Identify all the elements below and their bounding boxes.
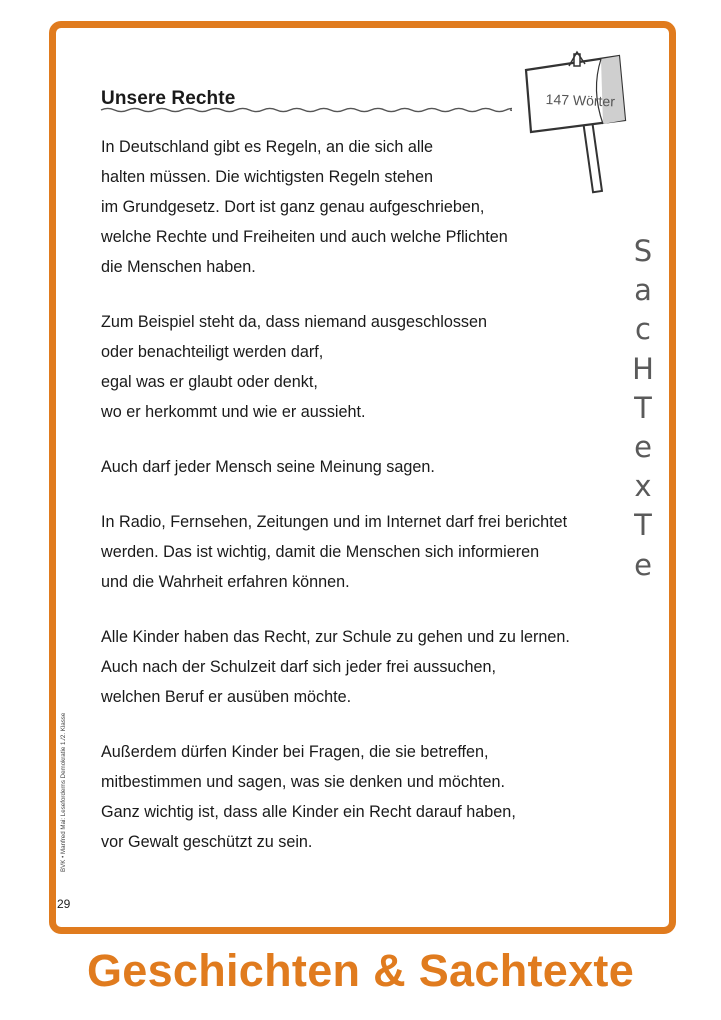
paragraph [101,737,621,857]
category-letter: T [634,390,652,425]
paragraph-line: die Menschen haben. [101,258,256,276]
paragraph-line: Zum Beispiel steht da, dass niemand ausgeschlossen [101,313,488,331]
word-count-label: 147 Wörter [545,91,616,110]
sign-page-curl [601,56,625,124]
category-letter: x [634,469,652,504]
category-vertical-word [628,232,658,585]
paragraph-line: werden. Das ist wichtig, damit die Menschen sich informieren [101,543,540,561]
category-letter: H [632,351,654,386]
wavy-underline-path [101,108,512,111]
paragraph-line: welchen Beruf er ausüben möchte. [101,688,352,706]
category-letter: T [634,508,652,543]
paragraph-line: egal was er glaubt oder denkt, [101,373,318,391]
paragraph-line: wo er herkommt und wie er aussieht. [101,403,366,421]
category-letter: S [633,234,653,268]
paragraph-line: Ganz wichtig ist, dass alle Kinder ein Recht darauf haben, [101,803,516,821]
worksheet-title: Unsere Rechte [101,88,236,109]
category-letter: a [634,273,652,308]
category-letter: e [634,430,652,465]
paragraph [101,622,621,712]
paragraph [101,452,621,482]
paragraph-line: vor Gewalt geschützt zu sein. [101,833,313,851]
article-body [101,132,621,882]
paragraph-line: Außerdem dürfen Kinder bei Fragen, die sie betreffen, [101,743,489,761]
paragraph-line: halten müssen. Die wichtigsten Regeln stehen [101,168,434,186]
paragraph [101,307,621,427]
category-letter: c [635,312,651,347]
paragraph [101,507,621,597]
category-banner: Geschichten & Sachtexte [86,945,635,996]
paragraph-line: welche Rechte und Freiheiten und auch welche Pflichten [101,228,508,246]
paragraph-line: Auch nach der Schulzeit darf sich jeder frei aussuchen, [101,658,497,676]
paragraph-line: In Deutschland gibt es Regeln, an die sich alle [101,138,434,156]
paragraph-line: im Grundgesetz. Dort ist ganz genau aufgeschrieben, [101,198,485,216]
wavy-underline [100,104,512,116]
paragraph-line: und die Wahrheit erfahren können. [101,573,350,591]
side-credit: BVK • Manfred Mai: Leseforderns Demokratie 1./2. Klasse [60,712,67,872]
paragraph-line: Auch darf jeder Mensch seine Meinung sagen. [101,458,435,476]
paragraph-line: oder benachteiligt werden darf, [101,343,324,361]
paragraph-line: Alle Kinder haben das Recht, zur Schule zu gehen und zu lernen. [101,628,570,646]
page-number: 29 [57,897,71,911]
paragraph-line: In Radio, Fernsehen, Zeitungen und im Internet darf frei berichtet [101,513,568,531]
paragraph [101,132,621,282]
paragraph-line: mitbestimmen und sagen, was sie denken und möchten. [101,773,506,791]
category-letter: e [634,547,652,582]
